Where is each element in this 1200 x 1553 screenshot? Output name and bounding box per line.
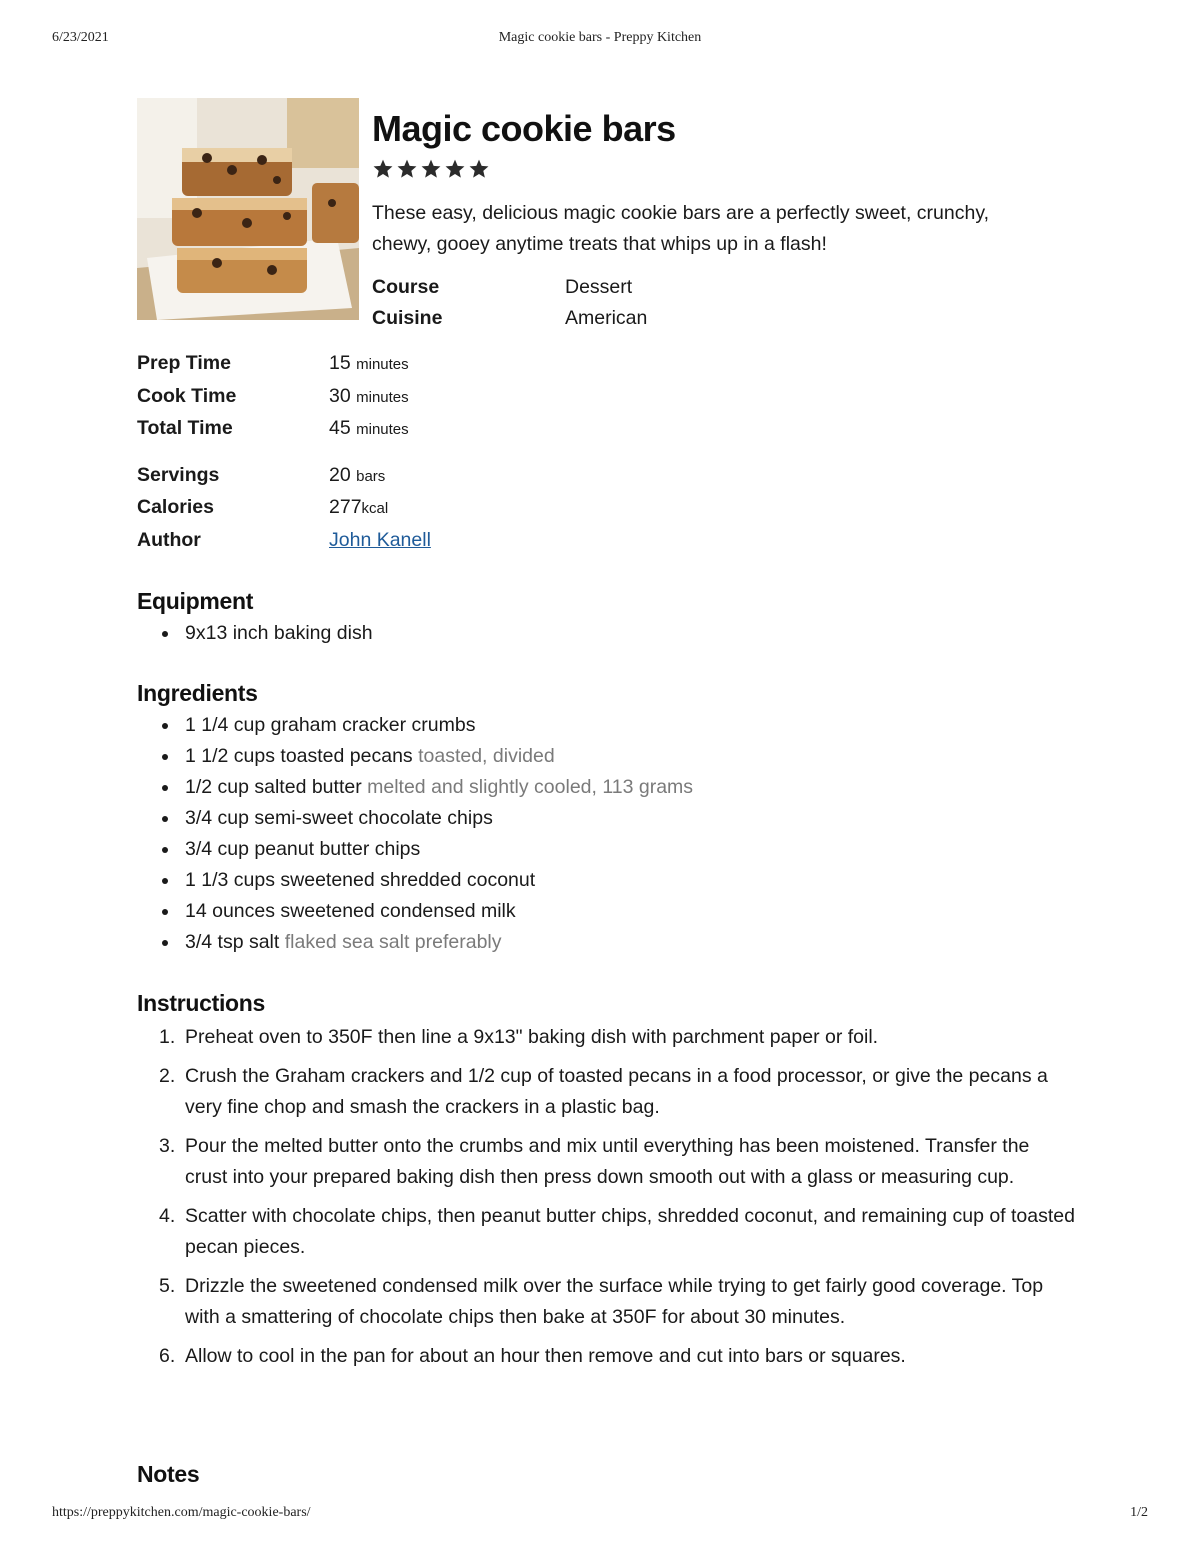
step-text: Scatter with chocolate chips, then peanut butter chips, shredded coconut, and remaining cup of toasted pecan pieces.	[185, 1205, 1075, 1258]
equipment-item	[137, 618, 373, 649]
bullet-dot	[162, 816, 168, 822]
course-label: Course	[372, 276, 440, 298]
cookie-bars-image	[137, 98, 359, 320]
bullet-dot	[162, 909, 168, 915]
ingredient-text: 1 1/3 cups sweetened shredded coconut	[185, 869, 536, 891]
ingredient-item	[137, 772, 693, 803]
instruction-step	[137, 1341, 1077, 1372]
star-icon	[372, 158, 394, 180]
bullet-dot	[162, 847, 168, 853]
cuisine-row	[372, 306, 772, 330]
cuisine-label: Cuisine	[372, 307, 443, 329]
instructions-heading: Instructions	[137, 990, 266, 1016]
cook-time-unit: minutes	[356, 389, 409, 406]
ingredients-list	[137, 710, 693, 958]
recipe-photo	[137, 98, 359, 320]
print-url: https://preppykitchen.com/magic-cookie-bars/	[52, 1505, 311, 1520]
cook-time-value: 30	[329, 385, 351, 407]
equipment-list	[137, 618, 373, 649]
calories-row	[137, 495, 537, 519]
servings-label: Servings	[137, 464, 220, 486]
print-footer	[0, 1505, 1200, 1525]
total-time-row	[137, 416, 537, 440]
servings-value: 20	[329, 464, 351, 486]
bullet-dot	[162, 754, 168, 760]
step-text: Crush the Graham crackers and 1/2 cup of toasted pecans in a food processor, or give the pecans a very fine chop and smash the crackers in a plastic bag.	[185, 1065, 1048, 1118]
calories-value: 277	[329, 496, 362, 518]
print-page-number: 1/2	[1130, 1505, 1148, 1520]
cuisine-value: American	[565, 307, 648, 329]
ingredient-note: flaked sea salt preferably	[284, 931, 502, 953]
bullet-dot	[162, 940, 168, 946]
star-icon	[396, 158, 418, 180]
ingredient-note: melted and slightly cooled, 113 grams	[367, 776, 694, 798]
author-link[interactable]: John Kanell	[329, 529, 431, 551]
rating-stars	[372, 158, 490, 180]
ingredient-item	[137, 741, 693, 772]
ingredient-text: 3/4 tsp salt	[185, 931, 280, 953]
print-header	[0, 30, 1200, 50]
step-number: 1.	[159, 1026, 176, 1048]
star-icon	[444, 158, 466, 180]
ingredient-text: 14 ounces sweetened condensed milk	[185, 900, 516, 922]
ingredient-text: 1/2 cup salted butter	[185, 776, 362, 798]
equipment-text: 9x13 inch baking dish	[185, 622, 373, 644]
ingredient-note: toasted, divided	[418, 745, 555, 767]
course-row	[372, 275, 772, 299]
ingredient-text: 1 1/2 cups toasted pecans	[185, 745, 413, 767]
total-time-label: Total Time	[137, 417, 233, 439]
prep-time-unit: minutes	[356, 356, 409, 373]
servings-unit: bars	[356, 468, 386, 485]
author-label: Author	[137, 529, 201, 551]
ingredient-text: 3/4 cup peanut butter chips	[185, 838, 421, 860]
prep-time-row	[137, 351, 537, 375]
ingredient-item	[137, 927, 693, 958]
cook-time-label: Cook Time	[137, 385, 237, 407]
step-number: 4.	[159, 1205, 176, 1227]
print-date: 6/23/2021	[52, 30, 109, 45]
notes-heading: Notes	[137, 1461, 200, 1487]
ingredient-item	[137, 834, 693, 865]
instruction-step	[137, 1271, 1077, 1333]
step-number: 3.	[159, 1135, 176, 1157]
calories-unit: kcal	[361, 500, 389, 517]
star-icon	[420, 158, 442, 180]
instruction-step	[137, 1201, 1077, 1263]
bullet-dot	[162, 723, 168, 729]
step-number: 2.	[159, 1065, 176, 1087]
instruction-step	[137, 1061, 1077, 1123]
instruction-step	[137, 1022, 1077, 1053]
bullet-dot	[162, 878, 168, 884]
author-row	[137, 528, 537, 552]
servings-row	[137, 463, 537, 487]
print-page-title: Magic cookie bars - Preppy Kitchen	[498, 30, 702, 45]
prep-time-value: 15	[329, 352, 351, 374]
course-value: Dessert	[565, 276, 633, 298]
step-text: Allow to cool in the pan for about an hour then remove and cut into bars or squares.	[185, 1345, 906, 1367]
recipe-summary: These easy, delicious magic cookie bars are a perfectly sweet, crunchy, chewy, gooey anytime treats that whips up in a flash!	[372, 202, 990, 255]
step-text: Pour the melted butter onto the crumbs and mix until everything has been moistened. Transfer the crust into your prepared baking dish then press down smooth out with a glass or measuring cup.	[185, 1135, 1030, 1188]
ingredient-text: 1 1/4 cup graham cracker crumbs	[185, 714, 476, 736]
cook-time-row	[137, 384, 537, 408]
ingredients-heading: Ingredients	[137, 680, 258, 706]
equipment-heading: Equipment	[137, 588, 254, 614]
ingredient-item	[137, 865, 693, 896]
step-number: 6.	[159, 1345, 176, 1367]
step-text: Preheat oven to 350F then line a 9x13" baking dish with parchment paper or foil.	[185, 1026, 879, 1048]
ingredient-text: 3/4 cup semi-sweet chocolate chips	[185, 807, 493, 829]
bullet-dot	[162, 631, 168, 637]
total-time-value: 45	[329, 417, 351, 439]
instructions-list	[137, 1022, 1077, 1380]
recipe-title: Magic cookie bars	[372, 108, 676, 149]
star-icon	[468, 158, 490, 180]
bullet-dot	[162, 785, 168, 791]
ingredient-item	[137, 896, 693, 927]
step-text: Drizzle the sweetened condensed milk over the surface while trying to get fairly good coverage. Top with a smattering of chocolate chips then bake at 350F for about 30 minutes.	[185, 1275, 1044, 1328]
prep-time-label: Prep Time	[137, 352, 231, 374]
step-number: 5.	[159, 1275, 176, 1297]
instruction-step	[137, 1131, 1077, 1193]
calories-label: Calories	[137, 496, 214, 518]
ingredient-item	[137, 710, 693, 741]
ingredient-item	[137, 803, 693, 834]
total-time-unit: minutes	[356, 421, 409, 438]
